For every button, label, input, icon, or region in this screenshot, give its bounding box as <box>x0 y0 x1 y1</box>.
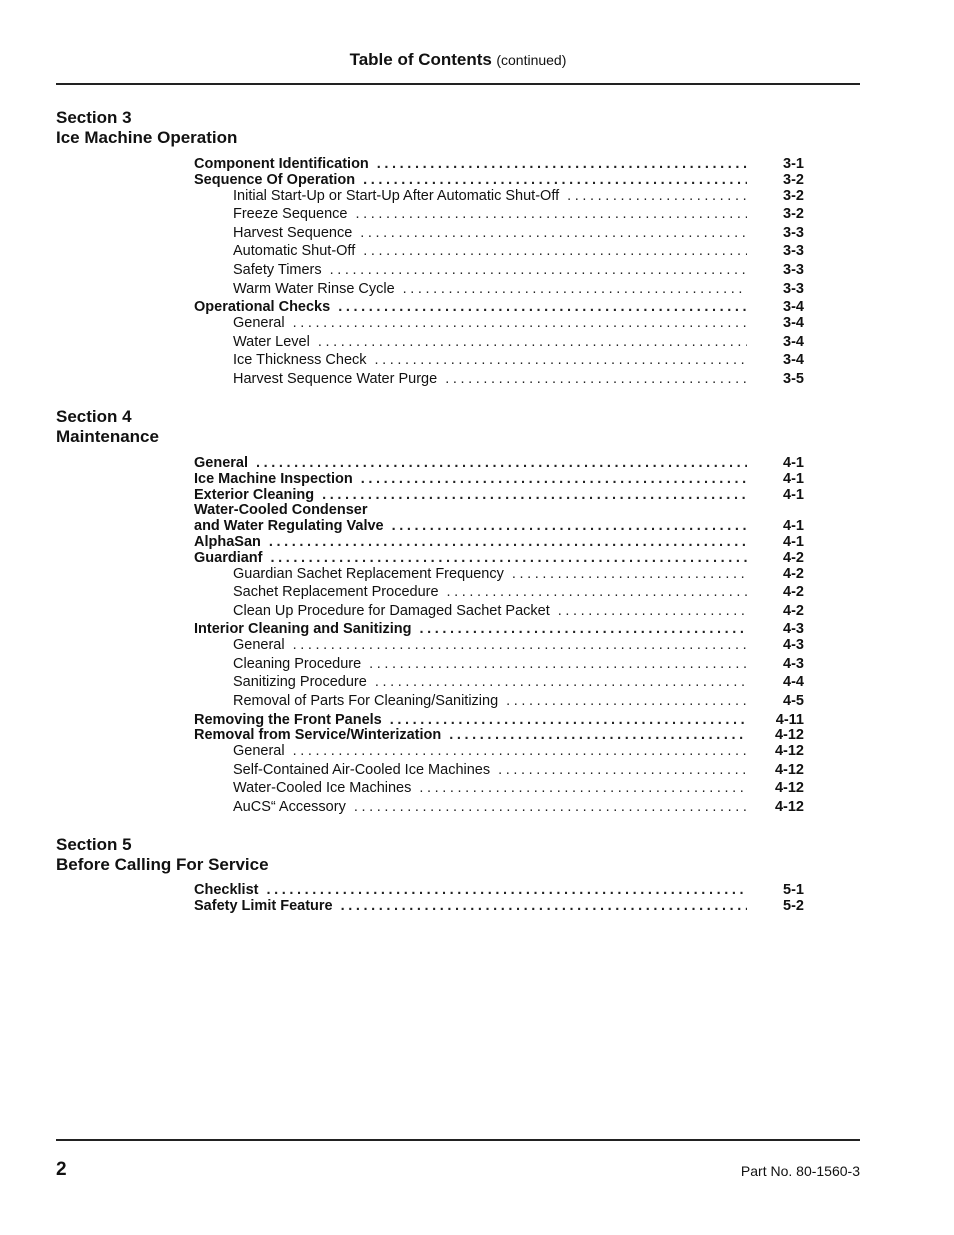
dot-leader <box>403 280 747 298</box>
dot-leader <box>375 351 747 369</box>
toc-entry-label: Water Level <box>233 333 310 350</box>
toc-entry-page: 3-4 <box>783 299 804 316</box>
toc-entry-label: Checklist <box>194 882 259 898</box>
toc-entry-page: 3-3 <box>783 243 804 260</box>
toc-entry-page: 4-2 <box>783 584 804 601</box>
toc-entry[interactable] <box>194 636 804 655</box>
toc-entry-label: General <box>194 455 248 471</box>
toc-entry-page: 4-1 <box>783 455 804 471</box>
toc-entry-label: Guardian Sachet Replacement Frequency <box>233 565 504 582</box>
footer-rule <box>56 1139 860 1141</box>
toc-entry-page: 4-1 <box>783 470 804 487</box>
toc-entry[interactable] <box>194 742 804 761</box>
toc-entry-label: Sequence Of Operation <box>194 171 356 188</box>
dot-leader <box>567 187 747 205</box>
toc-entry-label: Guardianf <box>194 549 263 566</box>
toc-entry[interactable] <box>194 205 804 224</box>
dot-leader <box>558 602 747 620</box>
toc-entry-label: Safety Timers <box>233 261 322 278</box>
dot-leader <box>419 779 747 797</box>
toc-entry-label: Safety Limit Feature <box>194 897 333 914</box>
dot-leader <box>341 897 747 915</box>
dot-leader <box>363 242 747 260</box>
page-header <box>56 50 860 70</box>
section-title: Ice Machine Operation <box>56 128 238 147</box>
toc-entry-page: 4-12 <box>774 743 804 760</box>
toc-entry-page: 4-2 <box>783 549 804 566</box>
section-number: Section 3 <box>56 108 132 127</box>
dot-leader <box>512 565 747 583</box>
section-number: Section 5 <box>56 835 132 854</box>
toc-entry-page: 4-1 <box>783 533 804 550</box>
section-3-entries <box>194 155 804 388</box>
toc-entry[interactable] <box>194 155 804 171</box>
toc-entry-page: 3-4 <box>783 352 804 369</box>
toc-entry[interactable] <box>194 583 804 602</box>
toc-entry-label: Self-Contained Air-Cooled Ice Machines <box>233 761 491 778</box>
toc-entry-label: AuCS“ Accessory <box>233 798 346 815</box>
toc-entry-page: 3-3 <box>783 261 804 278</box>
toc-entry[interactable] <box>194 501 804 517</box>
dot-leader <box>369 655 747 673</box>
toc-entry[interactable] <box>194 655 804 674</box>
toc-subtitle: (continued) <box>496 52 567 68</box>
toc-entry-label: Water-Cooled Condenser <box>194 502 368 519</box>
toc-entry-page: 3-2 <box>783 206 804 223</box>
toc-entry-page: 4-3 <box>783 621 804 638</box>
toc-entry-label: Interior Cleaning and Sanitizing <box>194 621 412 638</box>
toc-entry-label: Ice Thickness Check <box>233 352 367 369</box>
toc-entry-page: 4-3 <box>783 655 804 672</box>
toc-entry-page: 4-12 <box>774 761 804 778</box>
toc-entry-label: Clean Up Procedure for Damaged Sachet Packet <box>233 602 550 619</box>
toc-entry-label: Warm Water Rinse Cycle <box>233 280 395 297</box>
toc-entry[interactable] <box>194 549 804 565</box>
toc-entry[interactable] <box>194 370 804 389</box>
section-5-heading <box>56 835 860 875</box>
toc-entry-label: Exterior Cleaning <box>194 486 315 503</box>
toc-entry-label: General <box>233 637 285 654</box>
toc-entry[interactable] <box>194 533 804 549</box>
toc-entry-label: Removal of Parts For Cleaning/Sanitizing <box>233 692 499 709</box>
toc-entry[interactable] <box>194 261 804 280</box>
section-3-heading <box>56 108 860 148</box>
toc-entry[interactable] <box>194 242 804 261</box>
dot-leader <box>498 761 747 779</box>
toc-entry[interactable] <box>194 314 804 333</box>
toc-entry[interactable] <box>194 565 804 584</box>
toc-entry[interactable] <box>194 351 804 370</box>
toc-entry[interactable] <box>194 798 804 817</box>
dot-leader <box>447 583 747 601</box>
toc-entry-label: Harvest Sequence <box>233 224 353 241</box>
section-title: Before Calling For Service <box>56 855 269 874</box>
toc-entry-label: Harvest Sequence Water Purge <box>233 370 438 387</box>
toc-entry-label: Water-Cooled Ice Machines <box>233 780 412 797</box>
toc-entry[interactable] <box>194 486 804 502</box>
toc-entry-page: 3-1 <box>783 156 804 172</box>
dot-leader <box>293 314 747 332</box>
toc-entry-page: 4-3 <box>783 637 804 654</box>
toc-entry[interactable] <box>194 881 804 897</box>
toc-entry-label: General <box>233 314 285 331</box>
toc-entry-page: 5-1 <box>783 882 804 898</box>
toc-entry-page: 4-12 <box>774 798 804 815</box>
toc-title: Table of Contents <box>349 50 492 69</box>
page-number: 2 <box>56 1159 67 1180</box>
toc-entry-page: 3-2 <box>783 187 804 204</box>
part-number: Part No. 80-1560-3 <box>740 1163 860 1179</box>
toc-entry-label: Component Identification <box>194 156 369 172</box>
dot-leader <box>318 333 747 351</box>
toc-entry-page: 4-4 <box>783 674 804 691</box>
toc-entry[interactable] <box>194 280 804 299</box>
dot-leader <box>354 798 747 816</box>
section-4-heading <box>56 407 860 447</box>
toc-entry-label: Initial Start-Up or Start-Up After Automatic Shut-Off <box>233 187 560 204</box>
toc-entry-page: 3-3 <box>783 280 804 297</box>
toc-entry-page: 4-2 <box>783 565 804 582</box>
toc-entry-label: Freeze Sequence <box>233 206 348 223</box>
dot-leader <box>506 692 747 710</box>
toc-entry-label: Cleaning Procedure <box>233 655 362 672</box>
section-5-entries <box>194 881 804 913</box>
toc-entry-page: 3-4 <box>783 314 804 331</box>
toc-entry-page: 3-4 <box>783 333 804 350</box>
toc-entry[interactable] <box>194 761 804 780</box>
toc-entry[interactable] <box>194 517 804 533</box>
dot-leader <box>293 742 747 760</box>
toc-entry[interactable] <box>194 224 804 243</box>
toc-entry-label: General <box>233 743 285 760</box>
toc-entry-label: AlphaSan <box>194 533 261 550</box>
toc-entry[interactable] <box>194 897 804 913</box>
toc-entry-page: 4-2 <box>783 602 804 619</box>
toc-entry-page: 4-12 <box>774 727 804 744</box>
section-4-entries <box>194 454 804 817</box>
toc-entry-page: 4-1 <box>783 518 804 535</box>
header-rule <box>56 83 860 85</box>
toc-entry-label: Sachet Replacement Procedure <box>233 584 439 601</box>
section-title: Maintenance <box>56 427 159 446</box>
toc-entry[interactable] <box>194 187 804 206</box>
toc-entry-page: 4-12 <box>774 780 804 797</box>
toc-entry[interactable] <box>194 673 804 692</box>
section-number: Section 4 <box>56 407 132 426</box>
toc-entry[interactable] <box>194 711 804 727</box>
toc-entry[interactable] <box>194 692 804 711</box>
toc-entry[interactable] <box>194 454 804 470</box>
dot-leader <box>360 224 747 242</box>
toc-entry-label: Sanitizing Procedure <box>233 674 367 691</box>
toc-entry-label: Automatic Shut-Off <box>233 243 356 260</box>
toc-entry[interactable] <box>194 171 804 187</box>
toc-entry-label: and Water Regulating Valve <box>194 518 384 535</box>
toc-entry[interactable] <box>194 779 804 798</box>
toc-entry-label: Ice Machine Inspection <box>194 470 353 487</box>
toc-entry[interactable] <box>194 298 804 314</box>
toc-entry-label: Operational Checks <box>194 299 331 316</box>
dot-leader <box>375 673 747 691</box>
toc-entry[interactable] <box>194 333 804 352</box>
dot-leader <box>330 261 747 279</box>
toc-entry-label: Removing the Front Panels <box>194 711 382 728</box>
toc-entry[interactable] <box>194 602 804 621</box>
toc-entry[interactable] <box>194 470 804 486</box>
toc-entry-page: 4-11 <box>775 711 804 728</box>
toc-entry[interactable] <box>194 620 804 636</box>
toc-entry-page: 3-5 <box>783 370 804 387</box>
dot-leader <box>355 205 747 223</box>
toc-entry-page: 4-5 <box>783 692 804 709</box>
toc-entry[interactable] <box>194 726 804 742</box>
toc-entry-page: 4-1 <box>783 486 804 503</box>
toc-entry-label: Removal from Service/Winterization <box>194 727 442 744</box>
toc-entry-page: 3-3 <box>783 224 804 241</box>
dot-leader <box>445 370 747 388</box>
dot-leader <box>293 636 747 654</box>
toc-entry-page: 3-2 <box>783 171 804 188</box>
toc-entry-page: 5-2 <box>783 897 804 914</box>
